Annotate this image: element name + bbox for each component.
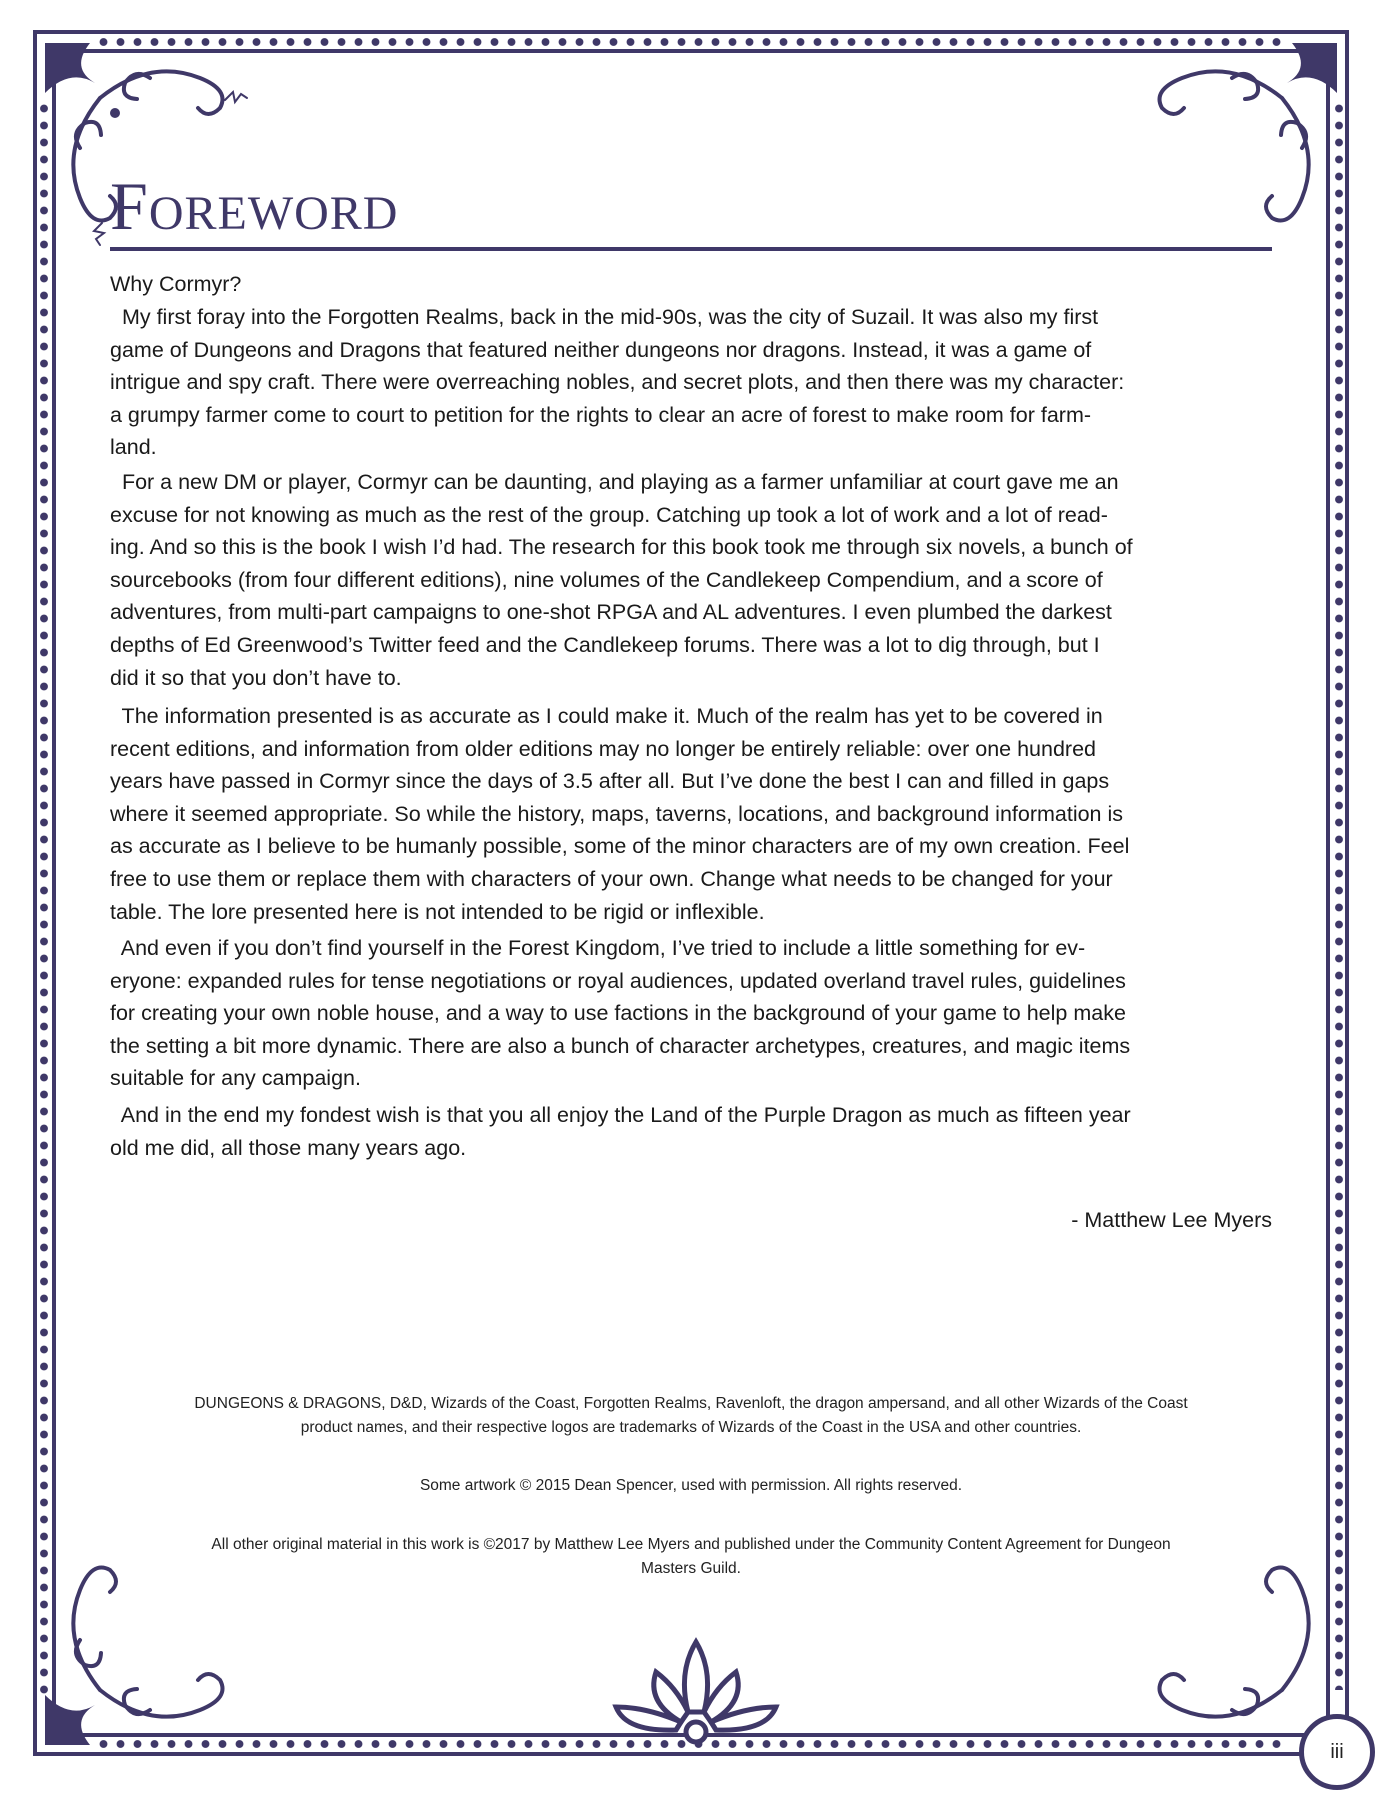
title-divider — [110, 247, 1272, 251]
page-number-badge — [1299, 1714, 1375, 1790]
paragraph-5-line: old me did, all those many years ago. — [110, 1135, 467, 1160]
author-signature: - Matthew Lee Myers — [1071, 1208, 1272, 1232]
paragraph-4-line: And even if you don’t find yourself in the Forest Kingdom, I’ve tried to include a little something for ev- — [110, 936, 1086, 960]
paragraph-2-line: excuse for not knowing as much as the rest of the group. Catching up took a lot of work and a lot of read- — [110, 502, 1108, 527]
page-title: Foreword — [110, 168, 399, 244]
paragraph-2-line: depths of Ed Greenwood’s Twitter feed and the Candlekeep forums. There was a lot to dig through, but I — [110, 633, 1100, 657]
paragraph-3-line: years have passed in Cormyr since the days of 3.5 after all. But I’ve done the best I can and filled in gaps — [110, 769, 1110, 794]
trademark-notice-line-2: product names, and their respective logos are trademarks of Wizards of the Coast in the USA and other countries. — [300, 1419, 1082, 1436]
paragraph-4-line: the setting a bit more dynamic. There are also a bunch of character archetypes, creatures, and magic items — [110, 1033, 1131, 1058]
paragraph-0-line: Why Cormyr? — [110, 272, 242, 296]
trademark-notice-line-1: DUNGEONS & DRAGONS, D&D, Wizards of the Coast, Forgotten Realms, Ravenloft, the dragon ampersand, and all other Wizards of the Coast — [194, 1395, 1188, 1412]
paragraph-2-line: sourcebooks (from four different editions), nine volumes of the Candlekeep Compendium, and a score of — [110, 567, 1103, 592]
paragraph-2-line: For a new DM or player, Cormyr can be daunting, and playing as a farmer unfamiliar at court gave me an — [110, 470, 1119, 494]
paragraph-1-line: My first foray into the Forgotten Realms, back in the mid-90s, was the city of Suzail. It was also my first — [110, 305, 1099, 329]
paragraph-2-line: adventures, from multi-part campaigns to one-shot RPGA and AL adventures. I even plumbed the darkest — [110, 600, 1112, 625]
paragraph-2-line: ing. And so this is the book I wish I’d had. The research for this book took me through six novels, a bunch of — [110, 535, 1133, 560]
corner-flourish-top-right-icon — [1122, 38, 1342, 258]
border-dots-left — [39, 100, 49, 1700]
paragraph-1-line: land. — [110, 435, 157, 460]
paragraph-3-line: table. The lore presented here is not intended to be rigid or inflexible. — [110, 899, 765, 924]
paragraph-3-line: where it seemed appropriate. So while the history, maps, taverns, locations, and background information is — [110, 801, 1124, 826]
paragraph-1-line: intrigue and spy craft. There were overreaching nobles, and secret plots, and then there was my character: — [110, 370, 1125, 395]
paragraph-4-line: for creating your own noble house, and a way to use factions in the background of your game to help make — [110, 1001, 1126, 1026]
border-dots-top — [95, 37, 1285, 47]
artwork-credit: Some artwork © 2015 Dean Spencer, used with permission. All rights reserved. — [419, 1477, 963, 1494]
paragraph-1-line: a grumpy farmer come to court to petition for the rights to clear an acre of forest to make room for farm- — [110, 402, 1092, 427]
license-notice-line-2: Masters Guild. — [641, 1560, 741, 1577]
paragraph-3-line: free to use them or replace them with characters of your own. Change what needs to be changed for your — [110, 867, 1113, 891]
paragraph-3-line: as accurate as I believe to be humanly possible, some of the minor characters are of my own creation. Feel — [110, 834, 1130, 859]
paragraph-5-line: And in the end my fondest wish is that you all enjoy the Land of the Purple Dragon as much as fifteen year — [110, 1103, 1131, 1127]
paragraph-4-line: suitable for any campaign. — [110, 1066, 361, 1091]
license-notice-line-1: All other original material in this work is ©2017 by Matthew Lee Myers and published under the Community Content Agreement for Dungeon — [211, 1536, 1171, 1553]
page-number: iii — [1330, 1740, 1344, 1763]
paragraph-2-line: did it so that you don’t have to. — [110, 665, 402, 690]
paragraph-3-line: recent editions, and information from older editions may no longer be entirely reliable: over one hundred — [110, 736, 1096, 761]
paragraph-4-line: eryone: expanded rules for tense negotiations or royal audiences, updated overland travel rules, guidelines — [110, 968, 1126, 993]
border-dots-right — [1334, 100, 1344, 1690]
bottom-center-fleur-icon — [596, 1632, 796, 1742]
paragraph-1-line: game of Dungeons and Dragons that featured neither dungeons nor dragons. Instead, it was a game of — [110, 337, 1092, 362]
paragraph-3-line: The information presented is as accurate as I could make it. Much of the realm has yet to be covered in — [110, 704, 1103, 728]
